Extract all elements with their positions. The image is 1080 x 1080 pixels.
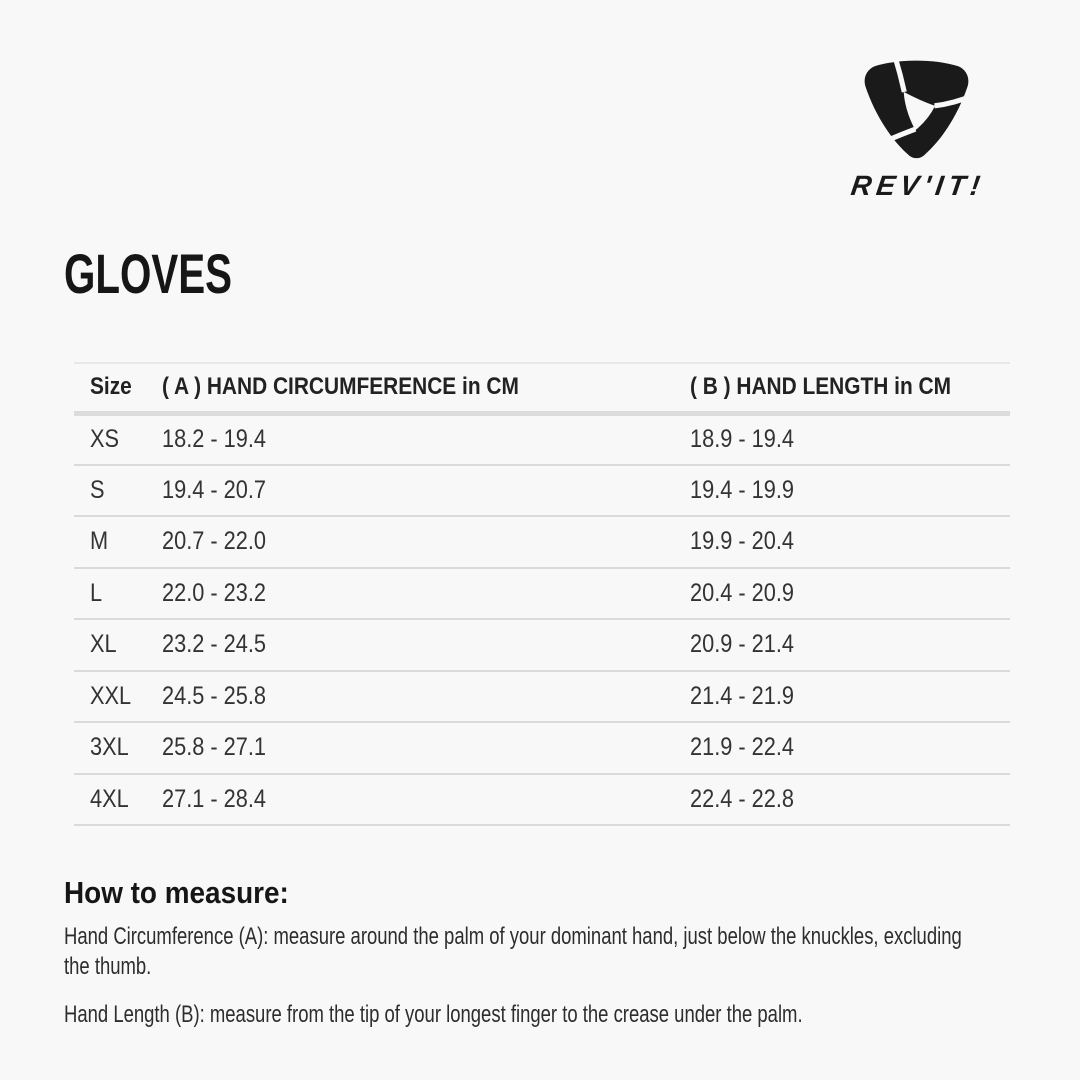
hand-length-value: 19.9 - 20.4 [690, 527, 794, 556]
hand-length-cell [690, 413, 1010, 465]
hand-length-note: Hand Length (B): measure from the tip of your longest finger to the crease under the palm. [64, 1001, 803, 1028]
page-title: GLOVES [64, 242, 233, 305]
hand-length-value: 21.9 - 22.4 [690, 733, 794, 762]
hand-circumference-cell [162, 722, 690, 774]
size-value: XS [90, 425, 120, 453]
table-row [74, 413, 1010, 465]
table-row [74, 619, 1010, 671]
table-row [74, 516, 1010, 568]
how-to-measure-section [64, 876, 1080, 1030]
header-row [74, 363, 1010, 413]
table-row [74, 722, 1010, 774]
hand-circumference-cell [162, 568, 690, 620]
column-header-hand-circumference [162, 363, 690, 413]
hand-length-value: 21.4 - 21.9 [690, 681, 794, 710]
hand-length-cell [690, 671, 1010, 723]
brand-logo-text: REV'IT! [849, 170, 987, 201]
table-row [74, 774, 1010, 826]
hand-length-value: 22.4 - 22.8 [690, 784, 794, 813]
hand-circumference-cell [162, 516, 690, 568]
hand-circumference-cell [162, 465, 690, 517]
revit-shield-icon [858, 57, 975, 164]
size-table-header [74, 363, 1010, 413]
size-table-body [74, 413, 1010, 825]
hand-circumference-value: 19.4 - 20.7 [162, 475, 266, 504]
hand-length-cell [690, 516, 1010, 568]
size-value: 3XL [90, 733, 129, 762]
hand-circumference-cell [162, 619, 690, 671]
hand-circumference-value: 22.0 - 23.2 [162, 578, 266, 607]
hand-length-value: 19.4 - 19.9 [690, 475, 794, 504]
column-header-hand-length [690, 363, 1010, 413]
hand-length-value: 20.4 - 20.9 [690, 578, 794, 607]
hand-length-value: 18.9 - 19.4 [690, 425, 794, 453]
hand-circumference-value: 27.1 - 28.4 [162, 784, 266, 813]
hand-circumference-value: 25.8 - 27.1 [162, 733, 266, 762]
size-cell [74, 774, 162, 826]
hand-length-cell [690, 722, 1010, 774]
size-value: XL [90, 630, 117, 659]
hand-circumference-cell [162, 413, 690, 465]
table-row [74, 671, 1010, 723]
size-cell [74, 413, 162, 465]
hand-length-value: 20.9 - 21.4 [690, 630, 794, 659]
hand-length-cell [690, 774, 1010, 826]
hand-circumference-cell [162, 671, 690, 723]
column-header-size [74, 363, 162, 413]
hand-length-cell [690, 568, 1010, 620]
hand-circumference-note: Hand Circumference (A): measure around the palm of your dominant hand, just below the knuckles, excluding the thumb. [64, 923, 962, 980]
size-cell [74, 465, 162, 517]
column-header-hand-length-label: ( B ) HAND LENGTH in CM [690, 373, 951, 401]
size-value: XXL [90, 681, 132, 710]
column-header-size-label: Size [90, 373, 132, 401]
hand-length-cell [690, 619, 1010, 671]
size-cell [74, 671, 162, 723]
hand-length-cell [690, 465, 1010, 517]
table-row [74, 568, 1010, 620]
size-value: S [90, 475, 105, 504]
size-cell [74, 516, 162, 568]
size-value: L [90, 578, 103, 607]
hand-circumference-value: 20.7 - 22.0 [162, 527, 266, 556]
hand-circumference-value: 24.5 - 25.8 [162, 681, 266, 710]
size-value: M [90, 527, 109, 556]
hand-circumference-value: 18.2 - 19.4 [162, 425, 266, 453]
size-cell [74, 568, 162, 620]
size-table [74, 362, 1010, 826]
size-cell [74, 619, 162, 671]
hand-circumference-value: 23.2 - 24.5 [162, 630, 266, 659]
size-cell [74, 722, 162, 774]
table-row [74, 465, 1010, 517]
hand-circumference-cell [162, 774, 690, 826]
size-value: 4XL [90, 784, 129, 813]
column-header-hand-circumference-label: ( A ) HAND CIRCUMFERENCE in CM [162, 373, 519, 401]
how-to-measure-heading: How to measure: [64, 875, 289, 910]
